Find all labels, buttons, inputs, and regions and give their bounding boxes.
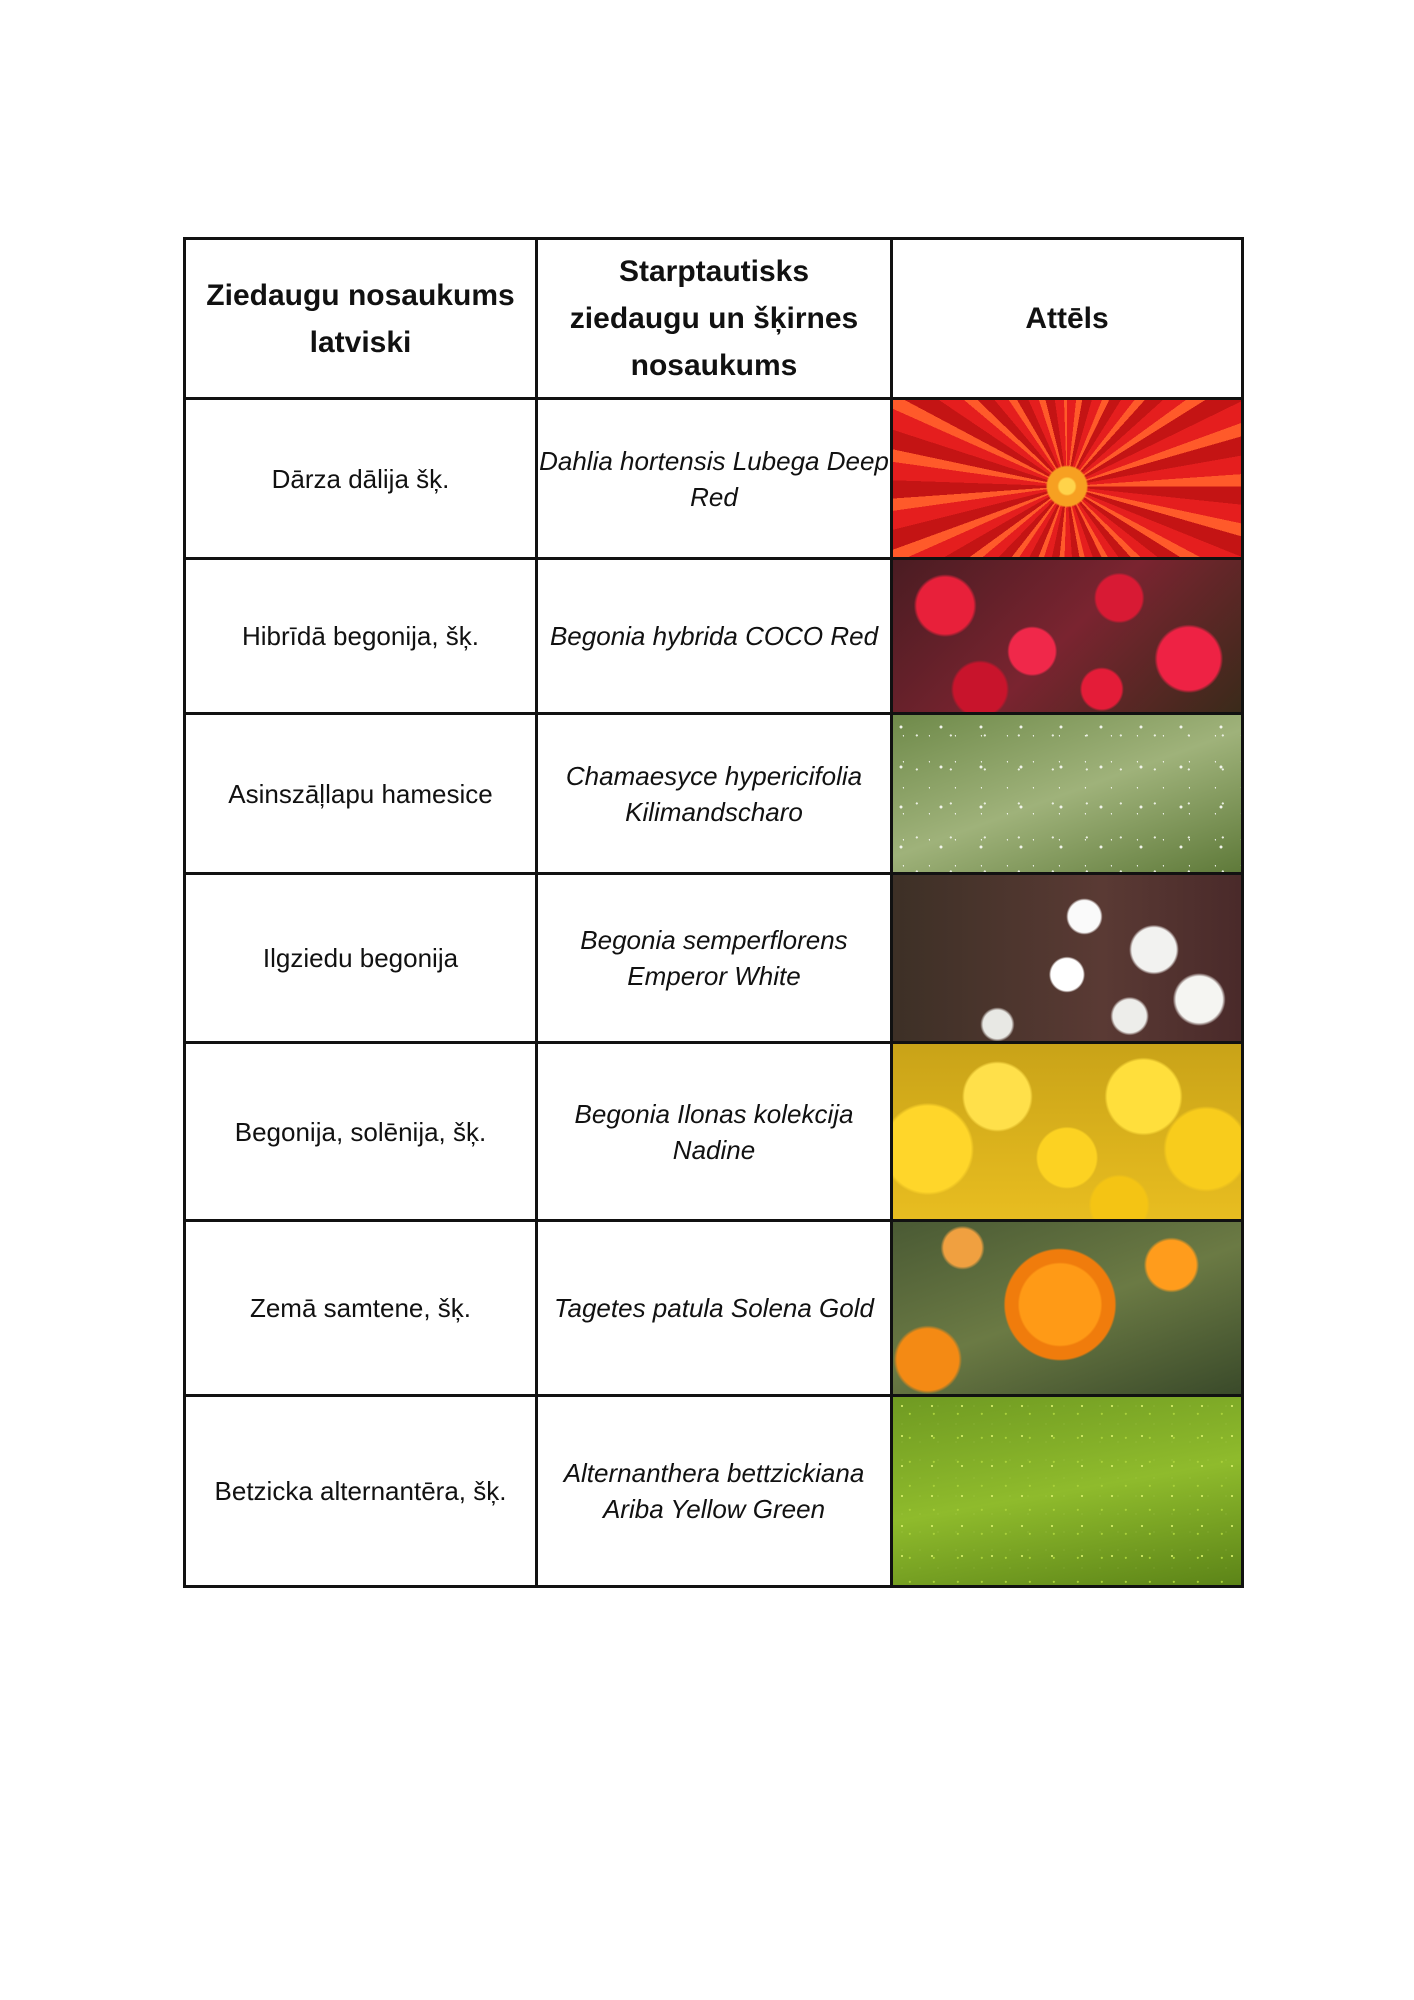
image-cell [892,1396,1243,1587]
table-row [185,714,1243,874]
header-international-name: Starptautisks ziedaugu un šķirnes nosaukums [537,239,892,399]
international-name-cell: Begonia Ilonas kolekcija Nadine [537,1043,892,1221]
table-header-row [185,239,1243,399]
image-cell [892,559,1243,714]
white-begonia-photo [893,875,1241,1041]
international-name-cell: Tagetes patula Solena Gold [537,1221,892,1396]
image-cell [892,1043,1243,1221]
latvian-name-cell: Hibrīdā begonija, šķ. [185,559,537,714]
white-chamaesyce-photo [893,715,1241,872]
international-name-cell: Alternanthera bettzickiana Ariba Yellow Green [537,1396,892,1587]
image-cell [892,714,1243,874]
image-cell [892,1221,1243,1396]
latvian-name-cell: Ilgziedu begonija [185,874,537,1043]
red-begonia-photo [893,560,1241,712]
red-dahlia-photo [893,400,1241,557]
image-cell [892,874,1243,1043]
table-row [185,874,1243,1043]
latvian-name-cell: Zemā samtene, šķ. [185,1221,537,1396]
image-cell [892,399,1243,559]
latvian-name-cell: Dārza dālija šķ. [185,399,537,559]
table-row [185,559,1243,714]
international-name-cell: Dahlia hortensis Lubega Deep Red [537,399,892,559]
table-row [185,399,1243,559]
table-row [185,1396,1243,1587]
green-alternanthera-photo [893,1397,1241,1585]
header-image: Attēls [892,239,1243,399]
international-name-cell: Begonia semperflorens Emperor White [537,874,892,1043]
header-latvian-name: Ziedaugu nosaukums latviski [185,239,537,399]
latvian-name-cell: Betzicka alternantēra, šķ. [185,1396,537,1587]
orange-tagetes-photo [893,1222,1241,1394]
yellow-begonia-photo [893,1044,1241,1219]
table-row [185,1221,1243,1396]
latvian-name-cell: Asinszāļlapu hamesice [185,714,537,874]
international-name-cell: Chamaesyce hypericifolia Kilimandscharo [537,714,892,874]
table-row [185,1043,1243,1221]
plant-table [183,237,1244,1588]
international-name-cell: Begonia hybrida COCO Red [537,559,892,714]
latvian-name-cell: Begonija, solēnija, šķ. [185,1043,537,1221]
